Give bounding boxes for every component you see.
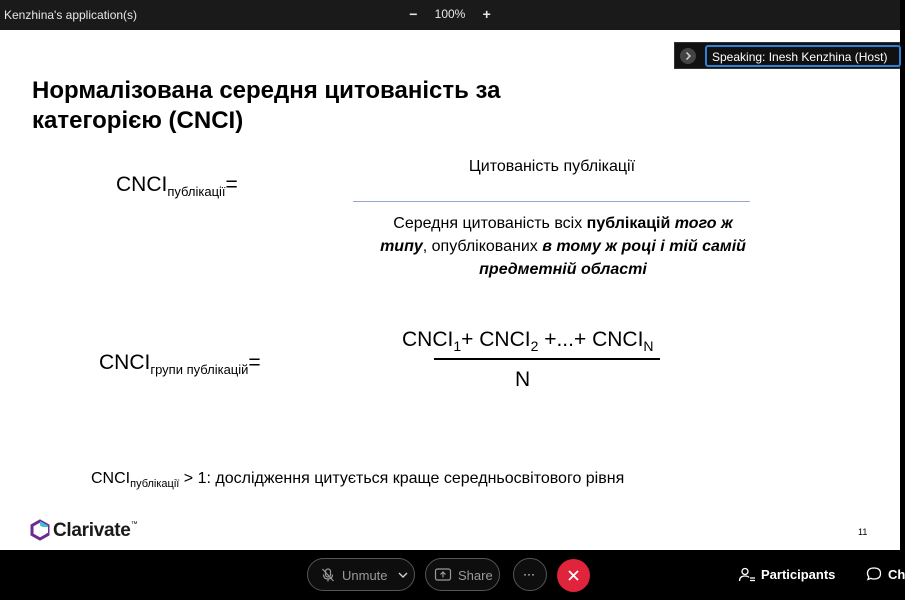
shared-slide	[0, 30, 900, 550]
muted-microphone-icon	[320, 567, 336, 583]
formula-cnci-publication-denominator: Середня цитованість всіх публікацій того ж типу, опублікованих в тому ж році і тій самій предметній області	[380, 215, 746, 278]
participants-label: Participants	[761, 567, 836, 582]
fraction-divider	[434, 358, 660, 360]
window-title-bar	[0, 0, 900, 30]
speaking-indicator	[674, 42, 900, 69]
formula-cnci-publication-numerator: Цитованість публікації	[468, 158, 636, 175]
formula-cnci-publication-lhs: $CNCI_{публікації}=$	[116, 173, 238, 199]
leave-meeting-button[interactable]	[557, 559, 590, 592]
chevron-down-icon[interactable]	[398, 571, 408, 579]
formula-cnci-group-numerator: $CNCI_1+$ $CNCI_2$ +...+ $CNCI_N$	[402, 328, 654, 354]
formula-cnci-group-lhs: $CNCI_{групи публікацій}=$	[99, 351, 261, 377]
share-screen-icon	[434, 567, 452, 583]
formula-cnci-group-denominator: N	[515, 368, 531, 391]
expand-chevron-icon[interactable]	[680, 48, 696, 64]
cnci-interpretation-note: $CNCI_{публікації} > 1$: дослідження цитується краще середньосвітового рівня	[91, 470, 625, 490]
more-dots-icon: ···	[523, 567, 535, 581]
share-button[interactable]	[425, 558, 500, 591]
zoom-controls	[0, 6, 900, 22]
logo-text: Clarivate	[53, 520, 131, 541]
participants-icon	[738, 566, 756, 584]
app-title: Kenzhina's application(s)	[4, 8, 138, 22]
active-speaker-label: Speaking: Inesh Kenzhina (Host)	[705, 45, 901, 67]
slide-page-number: 11	[858, 527, 868, 537]
fraction-divider	[353, 201, 750, 202]
zoom-in-button[interactable]: +	[482, 6, 491, 22]
slide-title: Нормалізована середня цитованість за категорією (CNCI)	[32, 77, 501, 134]
chat-bubble-icon	[866, 566, 882, 582]
clarivate-logo-icon	[31, 520, 49, 540]
close-icon	[567, 569, 580, 582]
chat-label: Ch	[888, 567, 905, 582]
zoom-level: 100%	[434, 7, 466, 21]
more-options-button[interactable]	[513, 558, 547, 591]
zoom-out-button[interactable]: −	[409, 6, 418, 22]
unmute-button[interactable]	[307, 558, 415, 591]
unmute-label: Unmute	[342, 568, 388, 583]
meeting-toolbar	[0, 550, 905, 600]
trademark: ™	[130, 521, 138, 528]
share-label: Share	[458, 568, 493, 583]
